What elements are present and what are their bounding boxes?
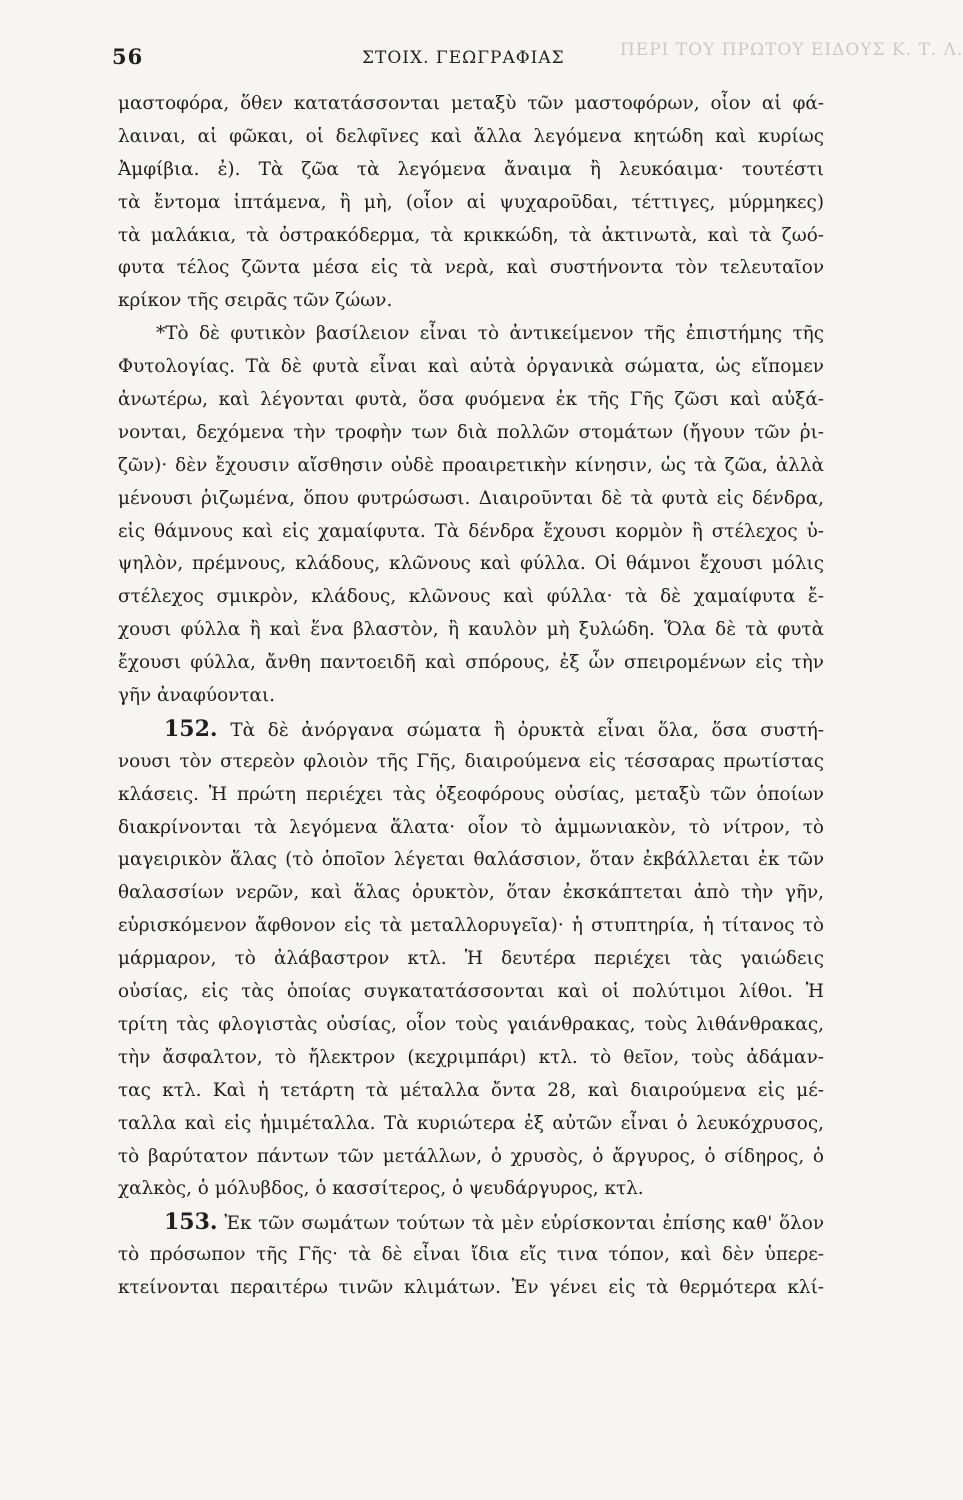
text-line: τὸ πρόσωπον τῆς Γῆς· τὰ δὲ εἶναι ἴδια εἴς τινα τόπον, καὶ δὲν ὑπερε- (118, 1244, 824, 1266)
text-line: χαλκὸς, ὁ μόλυβδος, ὁ κασσίτερος, ὁ ψευδάργυρος, κτλ. (118, 1178, 644, 1200)
text-line: εἰς θάμνους καὶ εἰς χαμαίφυτα. Τὰ δένδρα ἔχουσι κορμὸν ἢ στέλεχος ὑ- (118, 520, 824, 542)
text-line: ψηλὸν, πρέμνους, κλάδους, κλῶνους καὶ φύλλα. Οἱ θάμνοι ἔχουσι μόλις (118, 553, 824, 575)
text-line: τας κτλ. Καὶ ἡ τετάρτη τὰ μέταλλα ὄντα 28, καὶ διαιρούμενα εἰς μέ- (118, 1079, 824, 1101)
text-line: νονται, δεχόμενα τὴν τροφὴν των διὰ πολλῶν στομάτων (ἤγουν τῶν ῥι- (118, 421, 824, 443)
paragraph-start-line: *Τὸ δὲ φυτικὸν βασίλειον εἶναι τὸ ἀντικείμενον τῆς ἐπιστήμης τῆς (156, 323, 824, 345)
running-head: ΣΤΟΙΧ. ΓΕΩΓΡΑΦΙΑΣ (362, 48, 565, 68)
text-line: λαιναι, αἱ φῶκαι, οἱ δελφῖνες καὶ ἄλλα λεγόμενα κητώδη καὶ κυρίως (118, 125, 824, 147)
text-line: χουσι φύλλα ἢ καὶ ἕνα βλαστὸν, ἢ καυλὸν μὴ ξυλώδη. Ὅλα δὲ τὰ φυτὰ (118, 619, 824, 641)
text-line: στέλεχος σμικρὸν, κλάδους, κλῶνους καὶ φύλλα· τὰ δὲ χαμαίφυτα ἔ- (118, 586, 824, 608)
text-line: εὑρισκόμενον ἄφθονον εἰς τὰ μεταλλορυγεῖα)· ἡ στυπτηρία, ἡ τίτανος τὸ (118, 915, 824, 937)
text-line: ζῶν)· δὲν ἔχουσιν αἴσθησιν οὐδὲ προαιρετικὴν κίνησιν, ὡς τὰ ζῶα, ἀλλὰ (118, 454, 824, 476)
body-text (118, 88, 824, 1305)
text-line: μάρμαρον, τὸ ἀλάβαστρον κτλ. Ἡ δευτέρα περιέχει τὰς γαιώδεις (118, 948, 824, 970)
text-line: κρίκον τῆς σειρᾶς τῶν ζώων. (118, 290, 393, 312)
section-number: 152. (164, 715, 218, 742)
bleed-through-text: ΠΕΡΙ ΤΟΥ ΠΡΩΤΟΥ ΕΙΔΟΥΣ Κ. Τ. Λ. (620, 40, 963, 60)
text-line: φυτα τέλος ζῶντα μέσα εἰς τὰ νερὰ, καὶ συστήνοντα τὸν τελευταῖον (118, 257, 824, 279)
text-line: ἀνωτέρω, καὶ λέγονται φυτὰ, ὅσα φυόμενα ἐκ τῆς Γῆς ζῶσι καὶ αὐξά- (118, 389, 824, 411)
text-line: τὸ βαρύτατον πάντων τῶν μετάλλων, ὁ χρυσὸς, ὁ ἄργυρος, ὁ σίδηρος, ὁ (118, 1145, 824, 1167)
page-number: 56 (112, 44, 144, 69)
text-line: μένουσι ῥιζωμένα, ὅπου φυτρώσωσι. Διαιροῦνται δὲ τὰ φυτὰ εἰς δένδρα, (118, 487, 824, 509)
text-line: κτείνονται περαιτέρω τινῶν κλιμάτων. Ἐν γένει εἰς τὰ θερμότερα κλί- (118, 1277, 824, 1299)
text-line: ταλλα καὶ εἰς ἡμιμέταλλα. Τὰ κυριώτερα ἐξ αὐτῶν εἶναι ὁ λευκόχρυσος, (118, 1112, 824, 1134)
text-line: τρίτη τὰς φλογιστὰς οὐσίας, οἷον τοὺς γαιάνθρακας, τοὺς λιθάνθρακας, (118, 1013, 824, 1035)
page-header (112, 44, 792, 76)
text-line: Ἀμφίβια. ἐ). Τὰ ζῶα τὰ λεγόμενα ἄναιμα ἢ λευκόαιμα· τουτέστι (118, 158, 824, 180)
text-line: κλάσεις. Ἡ πρώτη περιέχει τὰς ὀξεοφόρους οὐσίας, μεταξὺ τῶν ὁποίων (118, 783, 824, 805)
text-line: οὐσίας, εἰς τὰς ὁποίας συγκατατάσσονται καὶ οἱ πολύτιμοι λίθοι. Ἡ (118, 981, 824, 1003)
text-line: Φυτολογίας. Τὰ δὲ φυτὰ εἶναι καὶ αὐτὰ ὀργανικὰ σώματα, ὡς εἴπομεν (118, 356, 824, 378)
text-line: τὴν ἄσφαλτον, τὸ ἤλεκτρον (κεχριμπάρι) κτλ. τὸ θεῖον, τοὺς ἀδάμαν- (118, 1046, 824, 1068)
text-line: γῆν ἀναφύονται. (118, 685, 276, 707)
text-line: μαστοφόρα, ὅθεν κατατάσσονται μεταξὺ τῶν μαστοφόρων, οἷον αἱ φά- (118, 93, 824, 114)
section-153-start-line: 153. Ἐκ τῶν σωμάτων τούτων τὰ μὲν εὑρίσκονται ἐπίσης καθ' ὅλον (164, 1209, 824, 1236)
section-152-start-line: 152. Τὰ δὲ ἀνόργανα σώματα ἢ ὀρυκτὰ εἶναι ὅλα, ὅσα συστή- (164, 715, 824, 742)
text-line: τὰ ἔντομα ἱπτάμενα, ἢ μὴ, (οἷον αἱ ψυχαροῦδαι, τέττιγες, μύρμηκες) (118, 191, 824, 213)
text-line: νουσι τὸν στερεὸν φλοιὸν τῆς Γῆς, διαιρούμενα εἰς τέσσαρας πρωτίστας (118, 750, 824, 772)
section-number: 153. (164, 1209, 218, 1236)
text-line: μαγειρικὸν ἅλας (τὸ ὁποῖον λέγεται θαλάσσιον, ὅταν ἐκβάλλεται ἐκ τῶν (118, 849, 824, 871)
text-line: τὰ μαλάκια, τὰ ὀστρακόδερμα, τὰ κρικκώδη, τὰ ἀκτινωτὰ, καὶ τὰ ζωό- (118, 224, 824, 246)
text-line: θαλασσίων νερῶν, καὶ ἅλας ὀρυκτὸν, ὅταν ἐκσκάπτεται ἀπὸ τὴν γῆν, (118, 882, 824, 904)
text-line: διακρίνονται τὰ λεγόμενα ἅλατα· οἷον τὸ ἀμμωνιακὸν, τὸ νίτρον, τὸ (118, 816, 824, 838)
text-line: ἔχουσι φύλλα, ἄνθη παντοειδῆ καὶ σπόρους, ἐξ ὧν σπειρομένων εἰς τὴν (118, 652, 824, 674)
